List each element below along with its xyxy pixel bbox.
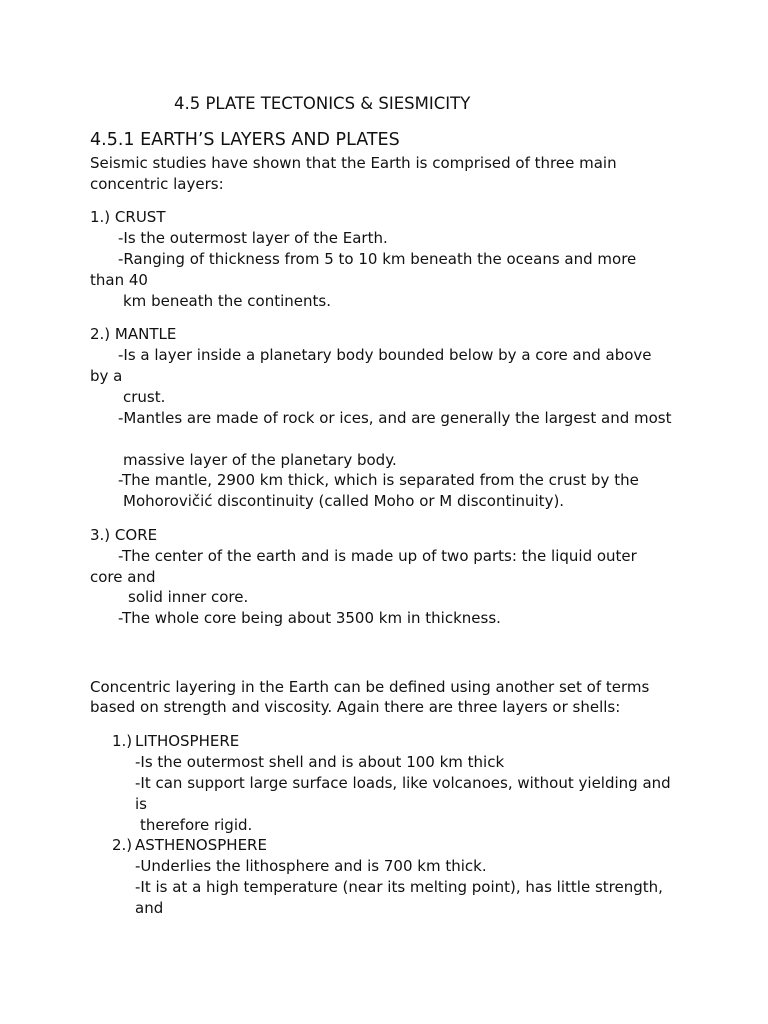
list-number: 1.) xyxy=(112,732,133,750)
asthenosphere-line: -Underlies the lithosphere and is 700 km thick. xyxy=(135,857,487,875)
mantle-line: -The mantle, 2900 km thick, which is separated from the crust by the xyxy=(118,471,639,489)
crust-line: -Is the outermost layer of the Earth. xyxy=(118,229,388,247)
crust-line: km beneath the continents. xyxy=(123,292,331,310)
mantle-line: by a xyxy=(90,367,123,385)
mantle-line: Mohorovičić discontinuity (called Moho or M discontinuity). xyxy=(123,492,565,510)
asthenosphere-heading: ASTHENOSPHERE xyxy=(135,836,267,854)
list-number: 2.) xyxy=(112,836,133,854)
lithosphere-line: therefore rigid. xyxy=(140,816,253,834)
intro-line: concentric layers: xyxy=(90,175,224,193)
lithosphere-line: -It can support large surface loads, like volcanoes, without yielding and xyxy=(135,774,671,792)
core-heading: 3.) CORE xyxy=(90,526,158,544)
core-line: -The whole core being about 3500 km in thickness. xyxy=(118,609,501,627)
asthenosphere-line: -It is at a high temperature (near its melting point), has little strength, xyxy=(135,878,663,896)
core-line: -The center of the earth and is made up of two parts: the liquid outer xyxy=(118,547,637,565)
lithosphere-line: -Is the outermost shell and is about 100 km thick xyxy=(135,753,505,771)
lithosphere-heading: LITHOSPHERE xyxy=(135,732,240,750)
mantle-line: -Mantles are made of rock or ices, and are generally the largest and most xyxy=(118,409,672,427)
core-line: solid inner core. xyxy=(128,588,249,606)
mantle-line: -Is a layer inside a planetary body bounded below by a core and above xyxy=(118,346,652,364)
section-heading: 4.5.1 EARTH’S LAYERS AND PLATES xyxy=(90,130,400,150)
concentric-line: based on strength and viscosity. Again there are three layers or shells: xyxy=(90,698,621,716)
page-title: 4.5 PLATE TECTONICS & SIESMICITY xyxy=(174,94,471,113)
crust-line: than 40 xyxy=(90,271,148,289)
mantle-line: crust. xyxy=(123,388,166,406)
lithosphere-line: is xyxy=(135,795,147,813)
concentric-line: Concentric layering in the Earth can be defined using another set of terms xyxy=(90,678,650,696)
mantle-line: massive layer of the planetary body. xyxy=(123,451,397,469)
intro-line: Seismic studies have shown that the Earth is comprised of three main xyxy=(90,154,617,172)
asthenosphere-line: and xyxy=(135,899,164,917)
crust-line: -Ranging of thickness from 5 to 10 km beneath the oceans and more xyxy=(118,250,637,268)
crust-heading: 1.) CRUST xyxy=(90,208,166,226)
core-line: core and xyxy=(90,568,156,586)
mantle-heading: 2.) MANTLE xyxy=(90,325,177,343)
